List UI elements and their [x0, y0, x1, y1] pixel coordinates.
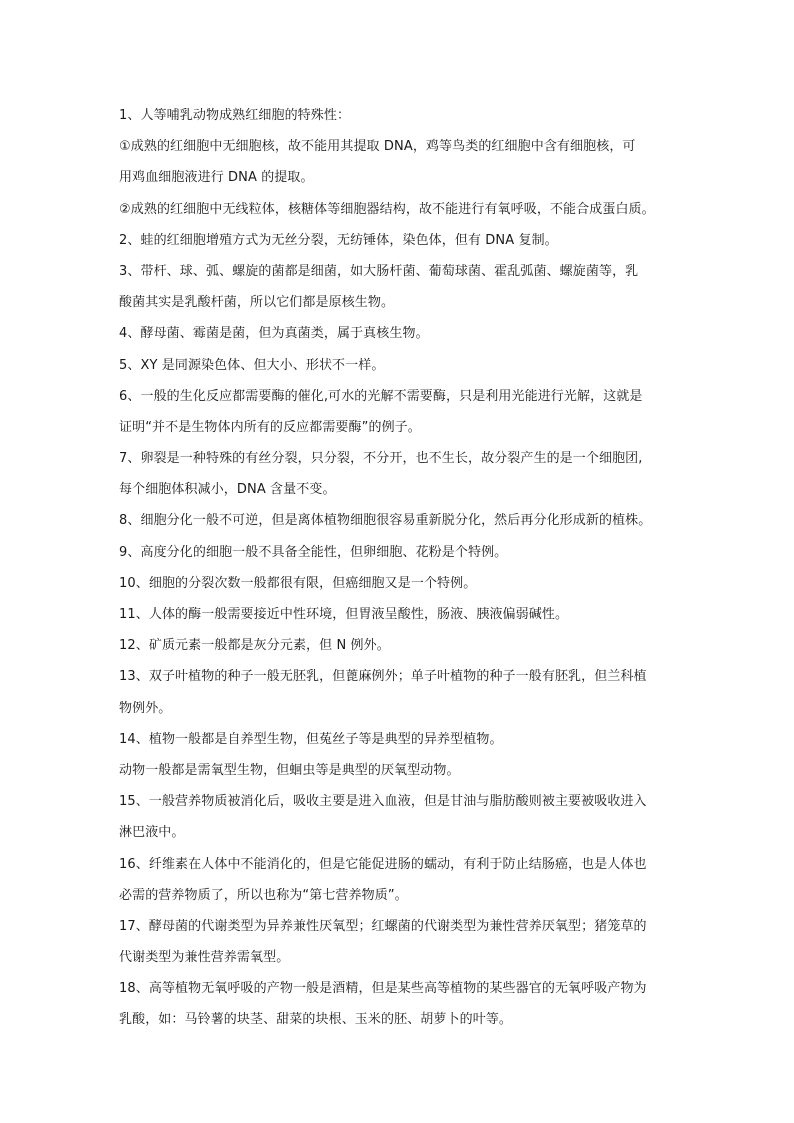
text-line: 8、细胞分化一般不可逆，但是离体植物细胞很容易重新脱分化，然后再分化形成新的植株。 [119, 513, 652, 529]
text-line: 动物一般都是需氧型生物，但蛔虫等是典型的厌氧型动物。 [119, 762, 460, 778]
document-body [119, 100, 679, 1036]
text-line: 淋巴液中。 [119, 825, 185, 841]
text-line: 每个细胞体积减小，DNA 含量不变。 [119, 482, 336, 498]
text-line: 证明“并不是生物体内所有的反应都需要酶”的例子。 [119, 419, 421, 435]
text-line: 必需的营养物质了，所以也称为“第七营养物质”。 [119, 887, 408, 903]
text-line: 乳酸，如：马铃薯的块茎、甜菜的块根、玉米的胚、胡萝卜的叶等。 [119, 1012, 513, 1028]
text-line: 用鸡血细胞液进行 DNA 的提取。 [119, 170, 314, 186]
text-line: ①成熟的红细胞中无细胞核，故不能用其提取 DNA，鸡等鸟类的红细胞中含有细胞核，可 [119, 139, 636, 155]
text-line: 18、高等植物无氧呼吸的产物一般是酒精，但是某些高等植物的某些器官的无氧呼吸产物为 [119, 981, 647, 997]
text-line: 6、一般的生化反应都需要酶的催化,可水的光解不需要酶，只是利用光能进行光解，这就是 [119, 388, 643, 404]
text-line: 5、XY 是同源染色体、但大小、形状不一样。 [119, 357, 385, 373]
text-line: 1、人等哺乳动物成熟红细胞的特殊性： [119, 108, 351, 123]
text-line: 3、带杆、球、弧、螺旋的菌都是细菌，如大肠杆菌、葡萄球菌、霍乱弧菌、螺旋菌等，乳 [119, 263, 639, 279]
text-line: 2、蛙的红细胞增殖方式为无丝分裂，无纺锤体，染色体，但有 DNA 复制。 [119, 232, 558, 248]
text-line: 15、一般营养物质被消化后，吸收主要是进入血液，但是甘油与脂肪酸则被主要被吸收进入 [119, 794, 647, 810]
text-line: 13、双子叶植物的种子一般无胚乳，但蓖麻例外；单子叶植物的种子一般有胚乳，但兰科植 [119, 669, 647, 685]
text-line: 14、植物一般都是自养型生物，但菟丝子等是典型的异养型植物。 [119, 731, 503, 747]
text-line: 4、酵母菌、霉菌是菌，但为真菌类，属于真核生物。 [119, 326, 429, 342]
text-line: 酸菌其实是乳酸杆菌，所以它们都是原核生物。 [119, 295, 395, 311]
text-line: ②成熟的红细胞中无线粒体，核糖体等细胞器结构，故不能进行有氧呼吸，不能合成蛋白质。 [119, 201, 655, 217]
text-line: 16、纤维素在人体中不能消化的，但是它能促进肠的蠕动，有利于防止结肠癌，也是人体也 [119, 856, 647, 872]
text-line: 9、高度分化的细胞一般不具备全能性，但卵细胞、花粉是个特例。 [119, 544, 508, 560]
text-line: 代谢类型为兼性营养需氧型。 [119, 950, 290, 966]
text-line: 11、人体的酶一般需要接近中性环境，但胃液呈酸性，肠液、胰液偏弱碱性。 [119, 607, 569, 622]
text-line: 物例外。 [119, 700, 172, 716]
text-line: 17、酵母菌的代谢类型为异养兼性厌氧型；红螺菌的代谢类型为兼性营养厌氧型；猪笼草的 [119, 918, 647, 934]
text-line: 7、卵裂是一种特殊的有丝分裂，只分裂，不分开，也不生长，故分裂产生的是一个细胞团, [119, 451, 643, 467]
text-line: 12、矿质元素一般都是灰分元素，但 N 例外。 [119, 638, 390, 654]
text-line: 10、细胞的分裂次数一般都很有限，但癌细胞又是一个特例。 [119, 575, 477, 591]
